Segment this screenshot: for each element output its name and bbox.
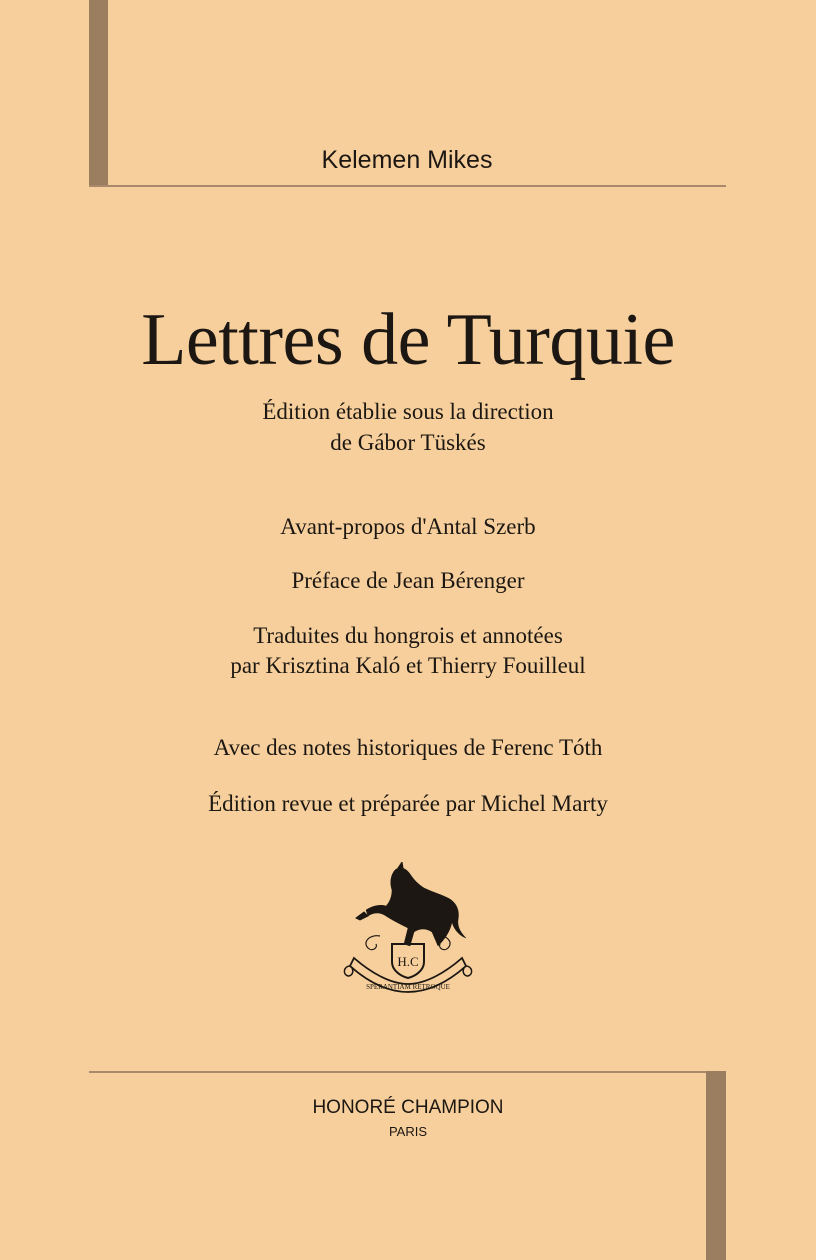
- logo-motto: SPERANTIAM RETROQUE: [366, 983, 450, 991]
- book-title: Lettres de Turquie: [141, 299, 675, 381]
- logo-monogram: H.C: [397, 954, 419, 969]
- translation-line-2: par Krisztina Kaló et Thierry Fouilleul: [230, 653, 586, 678]
- horse-emblem-icon: [340, 862, 475, 1002]
- revision-credit: Édition revue et préparée par Michel Marty: [208, 791, 608, 816]
- author-name: Kelemen Mikes: [321, 146, 493, 174]
- publisher-city: PARIS: [388, 1124, 428, 1139]
- top-divider: [89, 185, 726, 187]
- bottom-divider: [89, 1071, 726, 1073]
- publisher-name: HONORÉ CHAMPION: [312, 1097, 504, 1118]
- top-decorative-bar: [89, 0, 108, 186]
- translation-line-1: Traduites du hongrois et annotées: [253, 623, 563, 648]
- edition-line-2: de Gábor Tüskés: [330, 430, 486, 455]
- historical-notes-credit: Avec des notes historiques de Ferenc Tóth: [213, 735, 603, 760]
- foreword-credit: Avant-propos d'Antal Szerb: [280, 514, 536, 539]
- edition-line-1: Édition établie sous la direction: [262, 399, 554, 424]
- preface-credit: Préface de Jean Bérenger: [291, 568, 525, 593]
